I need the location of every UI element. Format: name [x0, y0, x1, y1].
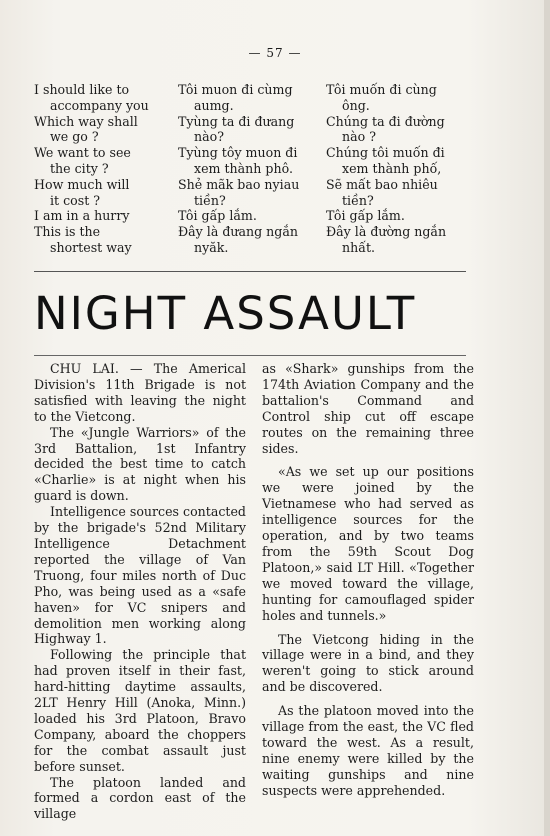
phrase-english-line: we go ? [50, 129, 99, 145]
article-paragraph: Following the principle that had proven itself in their fast, hard-hitting daytime assaults, 2LT Henry Hill (Anoka, Minn.) loaded his 3rd Platoon, Bravo Company, aboard the choppers for the combat assault just before sunset. [34, 647, 246, 774]
page-number: — 57 — [248, 46, 302, 60]
headline-rule [34, 355, 466, 356]
phrase-vietnamese-line: Tôi gấp lắm. [326, 208, 405, 224]
article-headline: NIGHT ASSAULT [34, 287, 417, 340]
phrase-english-line: I am in a hurry [34, 208, 130, 224]
phrase-vietnamese [326, 114, 466, 146]
phrase-vietnamese-phonetic-line: aumg. [194, 97, 234, 113]
phrase-vietnamese-line: Chúng tôi muốn đi [326, 145, 445, 161]
phrase-vietnamese-phonetic [178, 82, 318, 114]
phrase-vietnamese [326, 82, 466, 114]
phrasebook-row [34, 224, 464, 256]
article-paragraph: The Vietcong hiding in the village were in a bind, and they weren't going to stick around and be discovered. [262, 631, 474, 695]
phrase-vietnamese-line: nào ? [342, 129, 376, 145]
phrase-english-line: I should like to [34, 82, 130, 97]
phrase-english-line: the city ? [50, 160, 109, 176]
article-paragraph: as «Shark» gunships from the 174th Aviation Company and the battalion's Command and Control ship cut off escape routes on the remaining three sides. [262, 361, 474, 456]
phrase-vietnamese [326, 145, 466, 177]
phrase-english [34, 208, 174, 224]
phrase-vietnamese-phonetic [178, 145, 318, 177]
phrasebook-table [34, 82, 464, 256]
phrase-english [34, 82, 174, 114]
phrase-vietnamese-line: xem thành phố, [342, 160, 442, 176]
phrase-vietnamese-phonetic [178, 208, 318, 224]
phrase-vietnamese-line: Tôi muốn đi cùng [326, 82, 437, 97]
phrase-vietnamese-phonetic-line: xem thành phô. [194, 160, 293, 176]
phrase-vietnamese-line: Sẽ mất bao nhiêu [326, 176, 438, 192]
phrase-vietnamese-phonetic-line: Tyùng tôy muon đi [178, 145, 298, 161]
phrasebook-row [34, 177, 464, 209]
phrase-vietnamese-phonetic-line: Đây là đưang ngắn [178, 224, 298, 240]
phrase-vietnamese-phonetic-line: Tôi gấp lắm. [178, 208, 257, 224]
article-paragraph: CHU LAI. — The Americal Division's 11th Brigade is not satisfied with leaving the night to the Vietcong. [34, 361, 246, 424]
phrase-vietnamese-line: tiền? [342, 192, 374, 208]
phrase-vietnamese-phonetic [178, 224, 318, 256]
phrase-english [34, 177, 174, 209]
phrase-english-line: We want to see [34, 145, 131, 161]
phrase-english-line: This is the [34, 224, 101, 240]
phrasebook-row [34, 145, 464, 177]
article-paragraph: The «Jungle Warriors» of the 3rd Battalion, 1st Infantry decided the best time to catch «Charlie» is at night when his guard is down. [34, 424, 246, 504]
phrase-english-line: shortest way [50, 239, 132, 255]
phrase-vietnamese-line: ông. [342, 97, 370, 113]
phrase-english-line: How much will [34, 176, 130, 192]
article-paragraph: Intelligence sources contacted by the brigade's 52nd Military Intelligence Detachment reported the village of Van Truong, four miles north of Duc Pho, was being used as a «safe haven» for VC snipers and demolition men working along Highway 1. [34, 504, 246, 647]
phrase-english-line: accompany you [50, 97, 149, 113]
phrasebook-row [34, 208, 464, 224]
phrasebook-row [34, 82, 464, 114]
phrase-vietnamese [326, 177, 466, 209]
article-column-right [262, 361, 474, 799]
phrase-vietnamese-phonetic [178, 177, 318, 209]
phrase-english-line: it cost ? [50, 192, 101, 208]
phrase-vietnamese-phonetic-line: Tyùng ta đi đưang [178, 113, 295, 129]
phrase-english [34, 114, 174, 146]
phrase-english-line: Which way shall [34, 113, 138, 129]
phrase-vietnamese-line: Chúng ta đi đường [326, 113, 445, 129]
phrase-vietnamese [326, 208, 466, 224]
article-paragraph: The platoon landed and formed a cordon east of the village [34, 774, 246, 822]
phrase-vietnamese-line: Đây là đường ngắn [326, 224, 447, 240]
phrase-english [34, 145, 174, 177]
article-column-left [34, 361, 246, 822]
phrase-vietnamese-phonetic-line: Tôi muon đi cùmg [178, 82, 293, 97]
phrase-vietnamese-phonetic-line: tiền? [194, 192, 226, 208]
phrase-vietnamese-phonetic-line: Shẻ mãk bao nyiau [178, 176, 300, 192]
phrasebook-row [34, 114, 464, 146]
phrase-vietnamese-phonetic-line: nào? [194, 129, 224, 145]
section-divider [34, 271, 466, 272]
phrase-vietnamese-phonetic [178, 114, 318, 146]
phrase-english [34, 224, 174, 256]
article-paragraph: As the platoon moved into the village from the east, the VC fled toward the west. As a result, nine enemy were killed by the waiting gunships and nine suspects were apprehended. [262, 703, 474, 798]
page-edge [544, 0, 550, 836]
phrase-vietnamese-line: nhất. [342, 239, 376, 255]
phrase-vietnamese [326, 224, 466, 256]
article-paragraph: «As we set up our positions we were joined by the Vietnamese who had served as intelligence sources for the operation, and by two teams from the 59th Scout Dog Platoon,» said LT Hill. «Together we moved toward the village, hunting for camouflaged spider holes and tunnels.» [262, 464, 474, 623]
phrase-vietnamese-phonetic-line: nyăk. [194, 239, 229, 255]
